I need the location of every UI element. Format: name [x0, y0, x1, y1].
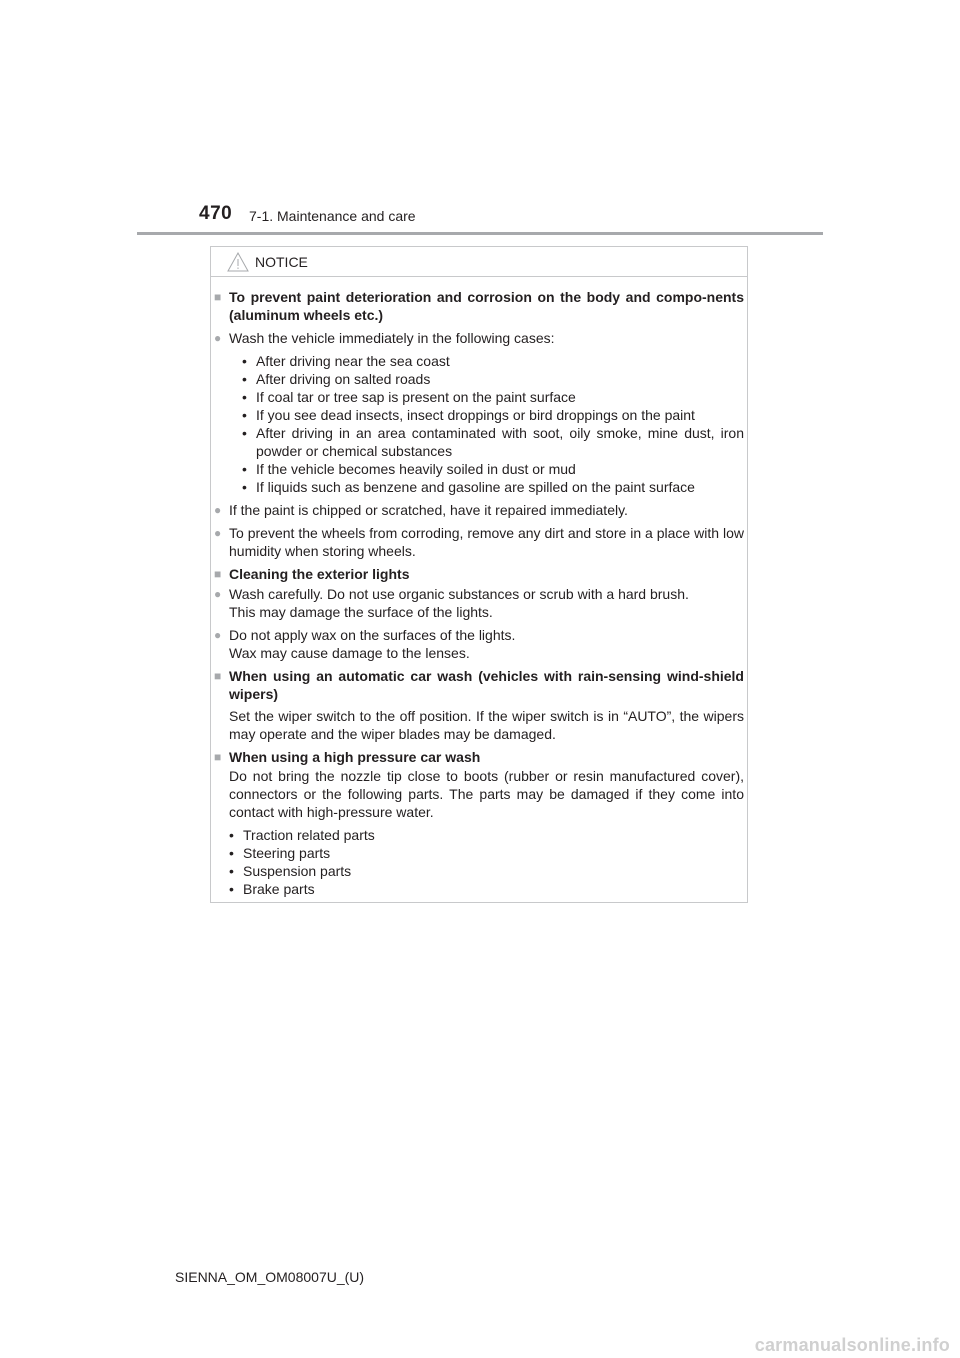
circle-item: [214, 501, 744, 519]
list-item: • Traction related parts: [229, 827, 375, 843]
circle-item-body: [229, 626, 744, 662]
list-item: • Brake parts: [229, 881, 315, 897]
section-paragraph: Set the wiper switch to the off position. If the wiper switch is in “AUTO”, the wipers may operate and the wiper blades may be damaged.: [229, 708, 744, 742]
section-heading-text: To prevent paint deterioration and corrosion on the body and compo-nents (aluminum wheels etc.): [229, 289, 744, 323]
warning-triangle-icon: [227, 252, 249, 272]
notice-title: NOTICE: [255, 254, 308, 270]
bullet-list: [229, 352, 744, 496]
section-heading: [214, 667, 744, 703]
circle-item-subtext: Wax may cause damage to the lenses.: [229, 645, 470, 661]
page-number: 470: [199, 203, 233, 224]
notice-section: [214, 667, 744, 743]
square-bullet-icon: ■: [214, 290, 222, 304]
section-content: [214, 329, 744, 560]
circle-item-subtext: This may damage the surface of the lights.: [229, 604, 493, 620]
list-item: • Steering parts: [229, 845, 331, 861]
section-heading: [214, 748, 744, 766]
circle-item: [214, 329, 744, 496]
circle-item-text: To prevent the wheels from corroding, remove any dirt and store in a place with low humidity when storing wheels.: [229, 525, 744, 559]
circle-item: [214, 524, 744, 560]
circle-item-text: Do not apply wax on the surfaces of the lights.: [229, 627, 516, 643]
circle-bullet-icon: ●: [214, 503, 222, 517]
section-heading-text: When using a high pressure car wash: [229, 749, 481, 765]
list-item: • If the vehicle becomes heavily soiled in dust or mud: [242, 461, 576, 477]
notice-section: [214, 748, 744, 898]
footer-doc-id: SIENNA_OM_OM08007U_(U): [175, 1269, 365, 1285]
section-heading-text: When using an automatic car wash (vehicles with rain-sensing wind-shield wipers): [229, 668, 744, 702]
circle-bullet-icon: ●: [214, 526, 222, 540]
section-heading-text: Cleaning the exterior lights: [229, 566, 410, 582]
section-paragraph: Do not bring the nozzle tip close to boots (rubber or resin manufactured cover), connectors or the following parts. The parts may be damaged if they come into contact with high-pressure water.: [229, 768, 744, 820]
list-item: • After driving in an area contaminated with soot, oily smoke, mine dust, iron powder or chemical substances: [242, 425, 744, 459]
list-item: • After driving near the sea coast: [242, 353, 450, 369]
notice-body: [214, 288, 744, 903]
section-content: [214, 707, 744, 743]
circle-item: [214, 585, 744, 621]
circle-item-text: If the paint is chipped or scratched, have it repaired immediately.: [229, 502, 628, 518]
section-title: 7-1. Maintenance and care: [249, 208, 416, 224]
circle-item: [214, 626, 744, 662]
list-item: • Suspension parts: [229, 863, 352, 879]
circle-bullet-icon: ●: [214, 587, 222, 601]
square-bullet-icon: ■: [214, 669, 222, 683]
notice-section: [214, 565, 744, 662]
section-content: [214, 767, 744, 898]
section-content: [214, 585, 744, 662]
section-heading: [214, 565, 744, 583]
square-bullet-icon: ■: [214, 750, 222, 764]
list-item: • If you see dead insects, insect droppings or bird droppings on the paint: [242, 407, 695, 423]
circle-item-body: [229, 329, 744, 496]
circle-item-body: [229, 585, 744, 621]
list-item: • If coal tar or tree sap is present on the paint surface: [242, 389, 576, 405]
list-item: • After driving on salted roads: [242, 371, 431, 387]
circle-bullet-icon: ●: [214, 628, 222, 642]
notice-section: [214, 288, 744, 560]
section-heading: [214, 288, 744, 324]
watermark: carmanualsonline.info: [754, 1335, 950, 1355]
square-bullet-icon: ■: [214, 567, 222, 581]
list-item: • If liquids such as benzene and gasoline are spilled on the paint surface: [242, 479, 695, 495]
circle-item-text: Wash the vehicle immediately in the following cases:: [229, 330, 555, 346]
circle-bullet-icon: ●: [214, 331, 222, 345]
header-rule: [137, 232, 823, 235]
notice-header: [211, 247, 747, 277]
circle-item-text: Wash carefully. Do not use organic substances or scrub with a hard brush.: [229, 586, 689, 602]
bullet-list: [229, 826, 744, 898]
notice-box: [210, 246, 748, 903]
